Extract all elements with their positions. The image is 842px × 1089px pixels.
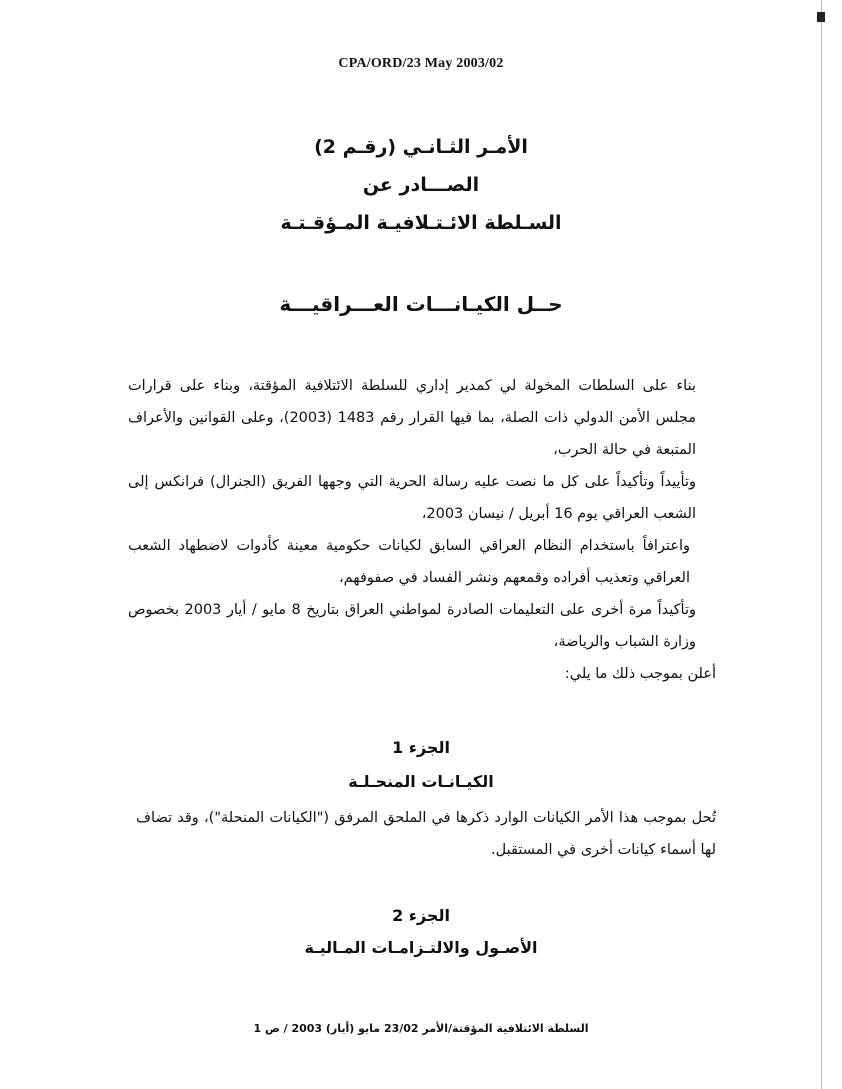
preamble-paragraph: واعترافاً باستخدام النظام العراقي السابق لكيانات حكومية معينة كأدوات لاضطهاد الشعب العراقي وتعذيب أفراده وقمعهم ونشر الفساد في صفوفهم، bbox=[128, 538, 690, 586]
section-2-number: الجزء 2 bbox=[392, 906, 450, 925]
section-2-title: الأصـول والالتـزامـات المـاليـة bbox=[304, 938, 538, 957]
preamble-paragraph: وتأكيداً مرة أخرى على التعليمات الصادرة لمواطني العراق بتاريخ 8 مايو / أيار 2003 بخصوص وزارة الشباب والرياضة، bbox=[128, 602, 696, 650]
preamble-paragraph: وتأييداً وتأكيداً على كل ما نصت عليه رسالة الحرية التي وجهها الفريق (الجنرال) فرانكس إلى الشعب العراقي يوم 16 أبريل / نيسان 2003، bbox=[128, 474, 696, 522]
preamble bbox=[128, 370, 716, 690]
section-1-text-block bbox=[136, 802, 716, 866]
order-title-block bbox=[0, 128, 842, 242]
preamble-paragraph: بناء على السلطات المخولة لي كمدير إداري للسلطة الائتلافية المؤقتة، وبناء على قرارات مجلس الأمن الدولي ذات الصلة، بما فيها القرار رقم 1483 (2003)، وعلى القوانين والأعراف المتبعة في حالة الحرب، bbox=[128, 378, 696, 458]
page-footer: السلطة الائتلافية المؤقتة/الأمر 23/02 مايو (أيار) 2003 / ص 1 bbox=[253, 1022, 589, 1035]
section-1-title: الكيـانـات المنحـلـة bbox=[348, 772, 494, 791]
scan-corner-mark bbox=[817, 12, 825, 22]
order-title-line: الأمـر الثـانـي (رقـم 2) bbox=[314, 136, 528, 158]
issued-by-line: الصـــادر عن bbox=[362, 174, 480, 196]
order-subject: حــل الكيـانـــات العـــراقيـــة bbox=[279, 292, 563, 316]
section-1-number: الجزء 1 bbox=[392, 738, 450, 757]
authority-line: السـلطة الائـتـلافيـة المـؤقـتـة bbox=[280, 212, 562, 234]
document-reference: CPA/ORD/23 May 2003/02 bbox=[338, 56, 504, 71]
preamble-paragraph: أعلن بموجب ذلك ما يلي: bbox=[564, 666, 716, 682]
section-1-text: تُحل بموجب هذا الأمر الكيانات الوارد ذكرها في الملحق المرفق ("الكيانات المنحلة")، وقد تضاف لها أسماء كيانات أخرى في المستقبل. bbox=[136, 810, 716, 858]
